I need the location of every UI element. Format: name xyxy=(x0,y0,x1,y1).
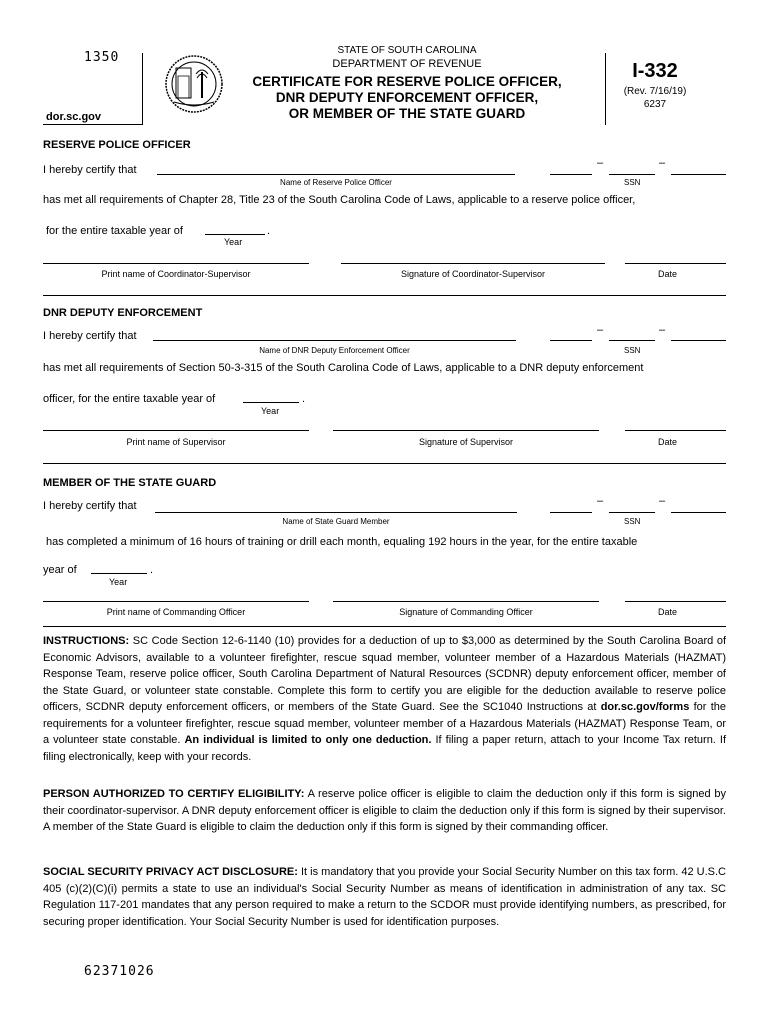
reserve-year-input[interactable] xyxy=(205,221,265,235)
taxable-year-text: officer, for the entire taxable year of xyxy=(43,393,216,405)
requirement-text: has met all requirements of Chapter 28, Title 23 of the South Carolina Code of Laws, applicable to a reserve police officer, xyxy=(43,194,636,206)
reserve-coordinator-print-input[interactable] xyxy=(43,250,309,264)
section-divider xyxy=(43,295,726,296)
year-label: Year xyxy=(261,406,280,416)
dnr-supervisor-print-input[interactable] xyxy=(43,417,309,431)
dnr-ssn-input[interactable] xyxy=(550,327,726,341)
section-heading-dnr: DNR DEPUTY ENFORCEMENT xyxy=(43,307,203,319)
forms-link[interactable]: dor.sc.gov/forms xyxy=(600,701,690,713)
dnr-officer-name-input[interactable] xyxy=(153,327,516,341)
signature-label: Signature of Supervisor xyxy=(418,437,514,447)
signature-label: Signature of Commanding Officer xyxy=(399,607,533,617)
name-label: Name of DNR Deputy Enforcement Officer xyxy=(259,346,410,355)
state-guard-ssn-input[interactable] xyxy=(550,499,726,513)
print-name-label: Print name of Commanding Officer xyxy=(106,607,246,617)
form-id: 6237 xyxy=(643,99,667,110)
ssn-label: SSN xyxy=(624,346,641,355)
department-name: DEPARTMENT OF REVENUE xyxy=(332,58,482,70)
certify-text: I hereby certify that xyxy=(43,500,137,512)
requirement-text: has completed a minimum of 16 hours of training or drill each month, equaling 192 hours in the year, for the entire taxable xyxy=(46,536,638,548)
dnr-year-input[interactable] xyxy=(243,389,299,403)
authorized-paragraph: PERSON AUTHORIZED TO CERTIFY ELIGIBILITY: A reserve police officer is eligible to claim the deduction only if this form is signed by their coordinator-supervisor. A DNR deputy enforcement officer is eligible to claim the deduction only if this form is signed by their supervisor. A member of the State Guard is eligible to claim the deduction only if this form is signed by their commanding officer. xyxy=(43,788,727,833)
form-code: 1350 xyxy=(84,50,120,65)
ssn-label: SSN xyxy=(624,178,641,187)
taxable-year-text: for the entire taxable year of xyxy=(46,225,183,237)
reserve-officer-name-input[interactable] xyxy=(157,160,515,174)
state-seal-icon xyxy=(164,54,224,114)
print-name-label: Print name of Supervisor xyxy=(126,437,226,447)
state-name: STATE OF SOUTH CAROLINA xyxy=(337,45,477,56)
barcode-number: 62371026 xyxy=(84,964,155,979)
name-label: Name of Reserve Police Officer xyxy=(280,178,392,187)
section-heading-reserve-police: RESERVE POLICE OFFICER xyxy=(43,139,191,151)
date-label: Date xyxy=(657,269,677,279)
header-divider-left xyxy=(142,53,143,125)
website-label: dor.sc.gov xyxy=(46,111,102,123)
form-title-line1: CERTIFICATE FOR RESERVE POLICE OFFICER, xyxy=(252,74,562,89)
certify-text: I hereby certify that xyxy=(43,330,137,342)
name-label: Name of State Guard Member xyxy=(282,517,390,526)
section-heading-state-guard: MEMBER OF THE STATE GUARD xyxy=(43,477,217,489)
requirement-text: has met all requirements of Section 50-3-315 of the South Carolina Code of Laws, applicable to a DNR deputy enforcement xyxy=(43,362,644,374)
form-title-line3: OR MEMBER OF THE STATE GUARD xyxy=(288,106,526,121)
date-label: Date xyxy=(657,607,677,617)
form-number: I-332 xyxy=(632,60,678,82)
year-label: Year xyxy=(224,237,243,247)
form-title-line2: DNR DEPUTY ENFORCEMENT OFFICER, xyxy=(275,90,539,105)
revision-date: (Rev. 7/16/19) xyxy=(623,86,687,97)
reserve-ssn-input[interactable] xyxy=(550,160,726,174)
certify-text: I hereby certify that xyxy=(43,164,137,176)
signature-label: Signature of Coordinator-Supervisor xyxy=(400,269,546,279)
ssn-label: SSN xyxy=(624,517,641,526)
commanding-officer-print-input[interactable] xyxy=(43,588,309,602)
taxable-year-text: year of xyxy=(43,564,77,576)
section-divider xyxy=(43,463,726,464)
instructions-paragraph: INSTRUCTIONS: SC Code Section 12-6-1140 (10) provides for a deduction of up to $3,000 as determined by the South Carolina Board of Economic Advisors, available to a volunteer firefighter, rescue squad member, volunteer member of a Hazardous Materials (HAZMAT) Response Team, reserve police officer, South Carolina Department of Natural Resources (SCDNR) deputy enforcement officer, member of the State Guard, or volunteer state constable. Complete this form to certify you are eligible for the deduction available to reserve police officers, SCDNR deputy enforcement officers, or members of the State Guard. See the SC1040 Instructions at dor.sc.gov/forms for the requirements for a volunteer firefighter, rescue squad member, volunteer member of a Hazardous Materials (HAZMAT) Response Team, or a volunteer state constable. An individual is limited to only one deduction. If filing a paper return, attach to your Income Tax return. If filing electronically, keep with your records. xyxy=(43,635,727,763)
state-guard-year-input[interactable] xyxy=(91,560,147,574)
section-divider xyxy=(43,626,726,627)
date-label: Date xyxy=(657,437,677,447)
year-label: Year xyxy=(109,577,128,587)
privacy-paragraph: SOCIAL SECURITY PRIVACY ACT DISCLOSURE: It is mandatory that you provide your Social Security Number on this tax form. 42 U.S.C 405 (c)(2)(C)(i) permits a state to use an individual's Social Security Number as means of identification in administration of any tax. SC Regulation 117-201 mandates that any person required to make a return to the SCDOR must provide identifying numbers, as prescribed, for securing proper identification. Your Social Security Number is used for identification purposes. xyxy=(43,866,726,928)
state-guard-name-input[interactable] xyxy=(155,499,517,513)
print-name-label: Print name of Coordinator-Supervisor xyxy=(101,269,251,279)
